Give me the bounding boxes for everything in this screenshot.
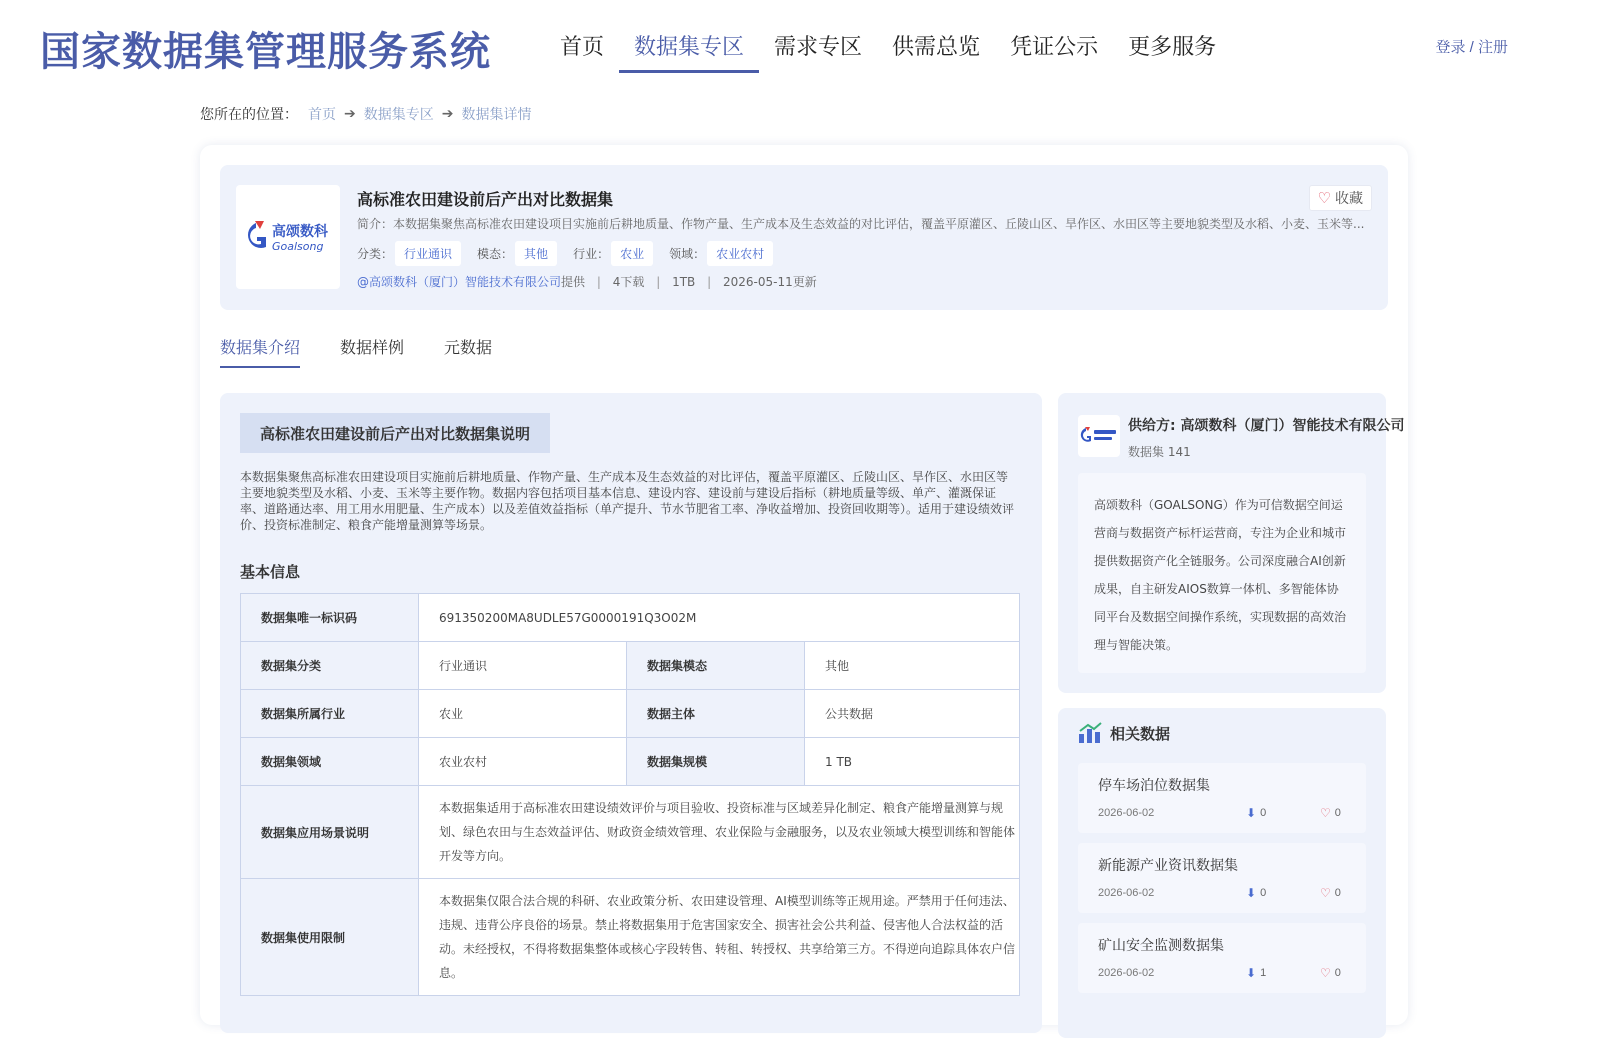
table-value: 其他: [805, 642, 1020, 690]
svg-text:高颂数科: 高颂数科: [272, 224, 328, 240]
favorite-count: 0: [1334, 967, 1341, 979]
table-value: 691350200MA8UDLE57G0000191Q3O02M: [419, 594, 1020, 642]
goalsong-logo-icon: [1079, 425, 1119, 447]
supplier-logo[interactable]: [1078, 415, 1120, 457]
dataset-summary: [220, 165, 1388, 310]
meta-separator: |: [707, 275, 712, 289]
basic-info-title: 基本信息: [240, 563, 301, 581]
supplier-dataset-count: 数据集 141: [1128, 445, 1191, 459]
provider-logo: [236, 185, 340, 289]
nav-home[interactable]: 首页: [560, 35, 605, 60]
table-value: 本数据集适用于高标准农田建设绩效评价与项目验收、投资标准与区域差异化制定、粮食产能增量测算与规划、绿色农田与生态效益评估、财政资金绩效管理、农业保险与金融服务，以及农业领域大模型训练和智能体开发等方向。: [419, 786, 1020, 879]
download-count: 0: [1260, 887, 1267, 899]
table-key: 数据集应用场景说明: [241, 786, 419, 879]
tag-label-industry: 行业：: [573, 247, 610, 261]
table-key: 数据集规模: [627, 738, 805, 786]
related-item-date: 2026-06-02: [1098, 887, 1155, 899]
arrow-right-icon: ➔: [344, 106, 356, 122]
login-register-link[interactable]: 登录 / 注册: [1435, 39, 1508, 56]
intro-description: 本数据集聚焦高标准农田建设项目实施前后耕地质量、作物产量、生产成本及生态效益的对比评估，覆盖平原灌区、丘陵山区、旱作区、水田区等主要地貌类型及水稻、小麦、玉米等主要作物。数据内容包括项目基本信息、建设内容、建设前与建设后指标（耕地质量等级、单产、灌溉保证率、道路通达率、用工用水用肥量、生产成本）以及差值效益指标（单产提升、节水节肥省工率、净收益增加、投资回收期等）。适用于建设绩效评价、投资标准制定、粮食产能增量测算等场景。: [240, 470, 1015, 532]
related-item-title[interactable]: 停车场泊位数据集: [1098, 778, 1210, 794]
related-item-date: 2026-06-02: [1098, 967, 1155, 979]
basic-info-table: [240, 593, 1020, 996]
table-value: 农业农村: [419, 738, 627, 786]
update-date: 2026-05-11更新: [722, 275, 817, 289]
download-count: 1: [1260, 967, 1267, 979]
breadcrumb-prefix: 您所在的位置：: [200, 107, 298, 123]
download-icon: ⬇: [1246, 806, 1257, 820]
dataset-tags: [357, 241, 789, 266]
related-item-favorites[interactable]: [1320, 886, 1341, 900]
related-item-date: 2026-06-02: [1098, 807, 1155, 819]
dataset-title: 高标准农田建设前后产出对比数据集: [357, 190, 614, 209]
breadcrumb-home[interactable]: 首页: [308, 107, 336, 123]
download-count: 4下载: [612, 275, 645, 289]
site-title[interactable]: 国家数据集管理服务系统: [40, 29, 491, 75]
tag-category[interactable]: 行业通识: [395, 241, 461, 266]
related-item-downloads: [1246, 806, 1266, 820]
nav-demands[interactable]: 需求专区: [774, 35, 863, 60]
dataset-meta: [357, 273, 817, 290]
main-nav: [545, 22, 1231, 73]
tab-metadata[interactable]: 元数据: [444, 338, 493, 357]
table-key: 数据集使用限制: [241, 879, 419, 996]
table-key: 数据集模态: [627, 642, 805, 690]
related-item-title[interactable]: 矿山安全监测数据集: [1098, 938, 1224, 954]
arrow-right-icon: ➔: [441, 106, 454, 122]
nav-datasets[interactable]: 数据集专区: [619, 22, 759, 73]
related-item[interactable]: [1078, 923, 1366, 993]
intro-panel: [220, 393, 1042, 1033]
table-key: 数据集分类: [241, 642, 419, 690]
related-item-downloads: [1246, 886, 1266, 900]
tag-industry[interactable]: 农业: [611, 241, 653, 266]
supplier-name[interactable]: 供给方: 高颂数科（厦门）智能技术有限公司: [1128, 418, 1405, 434]
favorite-button[interactable]: [1309, 185, 1372, 211]
supplier-description: 高颂数科（GOALSONG）作为可信数据空间运营商与数据资产标杆运营商，专注为企业和城市提供数据资产化全链服务。公司深度融合AI创新成果，自主研发AIOS数算一体机、多智能体协同平台及数据空间操作系统，实现数据的高效治理与智能决策。: [1078, 473, 1366, 673]
related-item-downloads: [1246, 966, 1266, 980]
heart-icon: ♡: [1320, 886, 1331, 900]
dataset-intro: 简介：本数据集聚焦高标准农田建设项目实施前后耕地质量、作物产量、生产成本及生态效益的对比评估，覆盖平原灌区、丘陵山区、旱作区、水田区等主要地貌类型及水稻、小麦、玉米等...: [357, 217, 1365, 231]
table-row: [241, 879, 1020, 996]
table-key: 数据主体: [627, 690, 805, 738]
heart-icon: ♡: [1320, 966, 1331, 980]
bar-chart-icon: [1078, 722, 1102, 744]
download-icon: ⬇: [1246, 966, 1257, 980]
provider-link[interactable]: @高颂数科（厦门）智能技术有限公司: [357, 275, 562, 289]
related-title: 相关数据: [1110, 724, 1171, 743]
table-row: [241, 594, 1020, 642]
supplier-card: [1058, 393, 1405, 693]
nav-more-services[interactable]: 更多服务: [1128, 35, 1217, 60]
table-key: 数据集所属行业: [241, 690, 419, 738]
download-icon: ⬇: [1246, 886, 1257, 900]
tag-label-category: 分类：: [357, 247, 394, 261]
nav-certificates[interactable]: 凭证公示: [1010, 35, 1099, 60]
favorite-count: 0: [1334, 887, 1341, 899]
table-value: 本数据集仅限合法合规的科研、农业政策分析、农田建设管理、AI模型训练等正规用途。严禁用于任何违法、违规、违背公序良俗的场景。禁止将数据集用于危害国家安全、损害社会公共利益、侵害他人合法权益的活动。未经授权，不得将数据集整体或核心字段转售、转租、转授权、共享给第三方。不得逆向追踪具体农户信息。: [419, 879, 1020, 996]
table-row: [241, 738, 1020, 786]
meta-separator: |: [656, 275, 661, 289]
tag-label-domain: 领域：: [669, 247, 706, 261]
download-count: 0: [1260, 807, 1267, 819]
tag-label-modality: 模态：: [477, 247, 514, 261]
table-row: [241, 786, 1020, 879]
related-item-favorites[interactable]: [1320, 966, 1341, 980]
table-value: 1 TB: [805, 738, 1020, 786]
svg-text:Goalsong: Goalsong: [272, 240, 324, 253]
table-value: 公共数据: [805, 690, 1020, 738]
related-data-card: [1058, 708, 1386, 1038]
related-item-favorites[interactable]: [1320, 806, 1341, 820]
top-header: [0, 0, 1600, 90]
breadcrumb: [200, 104, 531, 124]
table-key: 数据集领域: [241, 738, 419, 786]
detail-tabs: [220, 335, 532, 368]
heart-icon: ♡: [1320, 806, 1331, 820]
tab-samples[interactable]: 数据样例: [340, 338, 405, 357]
favorite-count: 0: [1334, 807, 1341, 819]
heart-icon: ♡: [1317, 189, 1331, 207]
provider-suffix: 提供: [561, 275, 586, 289]
tag-modality[interactable]: 其他: [515, 241, 557, 266]
nav-overview[interactable]: 供需总览: [892, 35, 981, 60]
breadcrumb-current: 数据集详情: [461, 107, 532, 123]
related-heading: [1078, 722, 1170, 744]
dataset-size: 1TB: [672, 275, 696, 289]
related-item-title[interactable]: 新能源产业资讯数据集: [1098, 858, 1238, 874]
favorite-label: 收藏: [1335, 191, 1363, 207]
table-row: [241, 690, 1020, 738]
related-item[interactable]: [1078, 763, 1366, 833]
intro-heading: 高标准农田建设前后产出对比数据集说明: [240, 413, 550, 453]
table-row: [241, 642, 1020, 690]
meta-separator: |: [596, 275, 601, 289]
goalsong-logo-icon: [242, 217, 334, 257]
table-value: 农业: [419, 690, 627, 738]
tab-intro[interactable]: 数据集介绍: [220, 335, 300, 368]
tag-domain[interactable]: 农业农村: [707, 241, 773, 266]
related-item[interactable]: [1078, 843, 1366, 913]
dataset-detail-card: [200, 145, 1408, 1025]
table-value: 行业通识: [419, 642, 627, 690]
table-key: 数据集唯一标识码: [241, 594, 419, 642]
breadcrumb-datasets[interactable]: 数据集专区: [363, 107, 434, 123]
